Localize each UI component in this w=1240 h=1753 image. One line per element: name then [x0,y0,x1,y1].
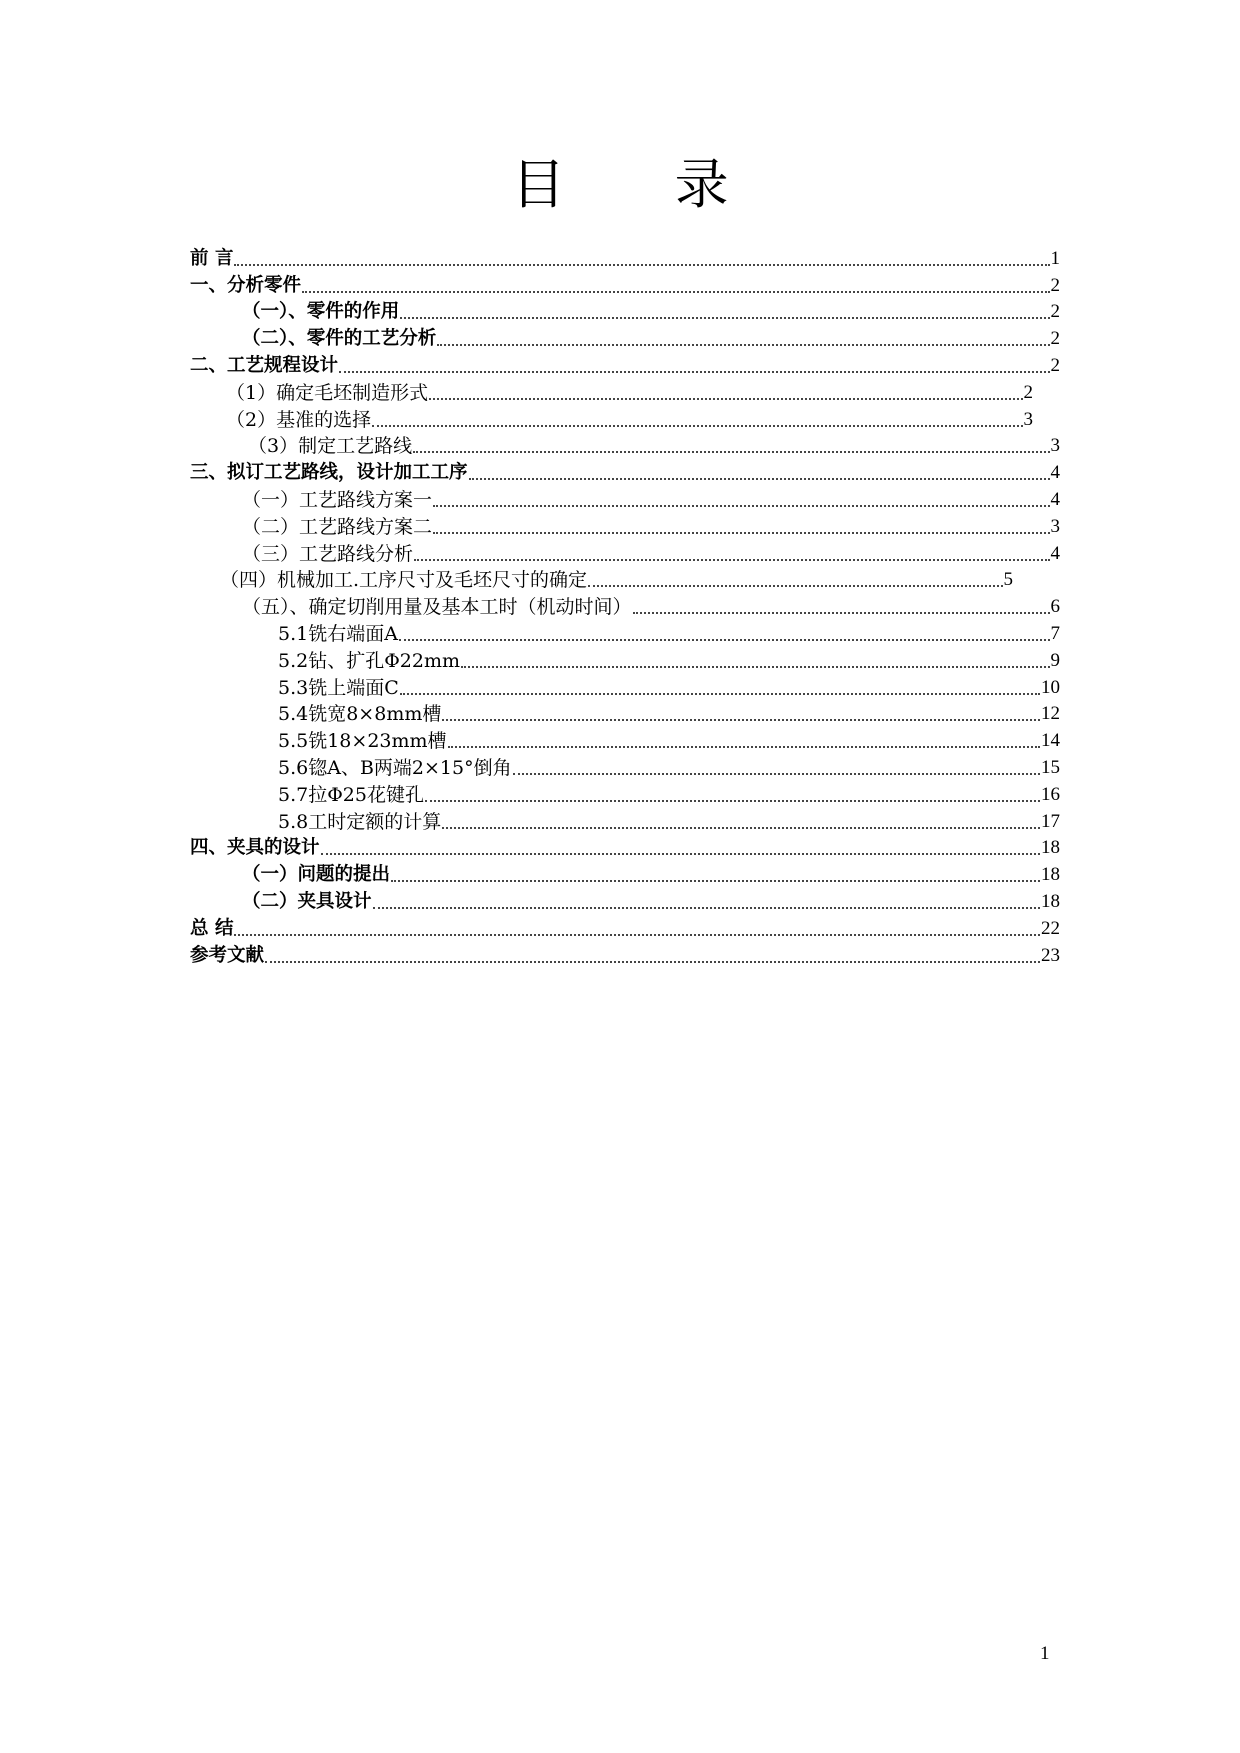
toc-entry-page-number: 3 [1050,435,1060,457]
toc-entry-page-number: 23 [1041,944,1060,966]
toc-dot-leader [414,557,1049,561]
toc-entry[interactable] [190,807,1060,834]
toc-dot-leader [425,798,1040,802]
toc-entry[interactable] [190,700,1060,727]
toc-entry-page-number: 2 [1023,381,1033,403]
toc-dot-leader [633,610,1050,614]
toc-entry[interactable] [190,405,1060,432]
toc-entry-label: （3）制定工艺路线 [248,435,413,458]
toc-dot-leader [400,691,1040,695]
toc-entry[interactable] [190,432,1060,459]
toc-entry-label: 5.1铣右端面A [278,622,398,645]
toc-dot-leader [302,289,1049,293]
toc-entry-page-number: 2 [1050,328,1060,350]
toc-dot-leader [588,583,1002,587]
toc-entry[interactable] [190,619,1060,646]
toc-entry[interactable] [190,834,1060,861]
toc-dot-leader [321,851,1040,855]
toc-entry-page-number: 4 [1050,462,1060,484]
toc-entry-label: 5.2钻、扩孔Φ22mm [278,649,461,672]
toc-dot-leader [265,959,1040,963]
toc-entry-label: 四、夹具的设计 [190,837,320,859]
toc-entry-label: 二、工艺规程设计 [190,354,339,376]
toc-entry[interactable] [190,351,1060,378]
toc-entry[interactable] [190,914,1060,941]
toc-dot-leader [234,262,1049,266]
toc-dot-leader [513,771,1040,775]
toc-dot-leader [442,825,1040,829]
toc-entry-page-number: 18 [1041,837,1060,859]
toc-entry-page-number: 10 [1041,676,1060,698]
toc-entry-label: 5.6锪A、B两端2×15°倒角 [278,756,512,779]
toc-entry-page-number: 7 [1050,622,1060,644]
toc-entry[interactable] [190,566,1060,593]
toc-entry-page-number: 6 [1050,596,1060,618]
toc-entry-label: （2）基准的选择 [226,408,372,431]
toc-dot-leader [433,503,1049,507]
toc-entry-page-number: 1 [1050,247,1060,269]
toc-entry[interactable] [190,298,1060,325]
toc-entry-label: （五）、确定切削用量及基本工时（机动时间） [242,596,632,619]
toc-entry-page-number: 2 [1050,301,1060,323]
toc-entry-label: （一）工艺路线方案一 [242,488,433,511]
toc-entry-label: 5.3铣上端面C [278,676,399,699]
toc-entry-page-number: 4 [1050,542,1060,564]
table-of-contents [190,244,1060,968]
toc-entry-page-number: 3 [1023,408,1033,430]
toc-entry-page-number: 12 [1041,703,1060,725]
toc-entry[interactable] [190,539,1060,566]
toc-entry-label: （四）机械加工.工序尺寸及毛坯尺寸的确定 [220,569,588,592]
toc-entry[interactable] [190,673,1060,700]
toc-entry[interactable] [190,780,1060,807]
toc-dot-leader [372,423,1022,427]
toc-dot-leader [339,369,1049,373]
toc-entry-page-number: 15 [1041,756,1060,778]
page-number: 1 [1040,1643,1050,1664]
toc-entry-label: （一）问题的提出 [242,864,391,886]
toc-entry-label: （1）确定毛坯制造形式 [226,381,429,404]
toc-entry-page-number: 17 [1041,810,1060,832]
toc-entry-label: 前 言 [190,247,234,269]
toc-entry-label: （三）工艺路线分析 [242,542,414,565]
toc-entry[interactable] [190,485,1060,512]
toc-entry[interactable] [190,726,1060,753]
toc-entry-label: 5.5铣18×23mm槽 [278,730,447,753]
toc-dot-leader [429,396,1022,400]
toc-entry-page-number: 2 [1050,354,1060,376]
toc-entry-label: 5.8工时定额的计算 [278,810,442,833]
toc-dot-leader [437,342,1049,346]
toc-entry[interactable] [190,512,1060,539]
toc-entry[interactable] [190,271,1060,298]
toc-dot-leader [391,878,1040,882]
toc-entry-label: 5.4铣宽8×8mm槽 [278,703,442,726]
toc-dot-leader [469,476,1050,480]
toc-dot-leader [448,744,1040,748]
toc-dot-leader [461,664,1049,668]
toc-entry-label: （二）夹具设计 [242,890,372,912]
toc-entry[interactable] [190,324,1060,351]
toc-dot-leader [413,449,1049,453]
toc-entry[interactable] [190,860,1060,887]
toc-entry-page-number: 9 [1050,649,1060,671]
toc-entry-label: 一、分析零件 [190,274,302,296]
toc-entry-page-number: 4 [1050,488,1060,510]
toc-dot-leader [433,530,1049,534]
toc-entry[interactable] [190,753,1060,780]
toc-entry-label: （二）工艺路线方案二 [242,515,433,538]
toc-entry[interactable] [190,887,1060,914]
toc-entry-page-number: 2 [1050,274,1060,296]
toc-dot-leader [442,717,1040,721]
toc-entry[interactable] [190,592,1060,619]
page-title: 目 录 [511,153,775,216]
toc-entry-label: （一）、零件的作用 [242,301,400,323]
toc-entry[interactable] [190,378,1060,405]
toc-entry-label: 5.7拉Φ25花键孔 [278,783,424,806]
toc-entry-label: 总 结 [190,917,234,939]
toc-entry-label: （二）、零件的工艺分析 [242,328,437,350]
toc-entry-label: 三、拟订工艺路线，设计加工工序 [190,462,468,484]
toc-entry-page-number: 5 [1003,569,1013,591]
toc-entry-page-number: 16 [1041,783,1060,805]
toc-entry[interactable] [190,941,1060,968]
toc-entry[interactable] [190,646,1060,673]
toc-entry-page-number: 18 [1041,890,1060,912]
toc-entry-page-number: 3 [1050,515,1060,537]
toc-entry-label: 参考文献 [190,944,265,966]
toc-entry[interactable] [190,244,1060,271]
toc-dot-leader [400,315,1049,319]
toc-entry-page-number: 18 [1041,864,1060,886]
toc-dot-leader [373,905,1040,909]
toc-dot-leader [399,637,1050,641]
toc-entry[interactable] [190,458,1060,485]
toc-entry-page-number: 22 [1041,917,1060,939]
toc-dot-leader [234,932,1040,936]
toc-entry-page-number: 14 [1041,730,1060,752]
